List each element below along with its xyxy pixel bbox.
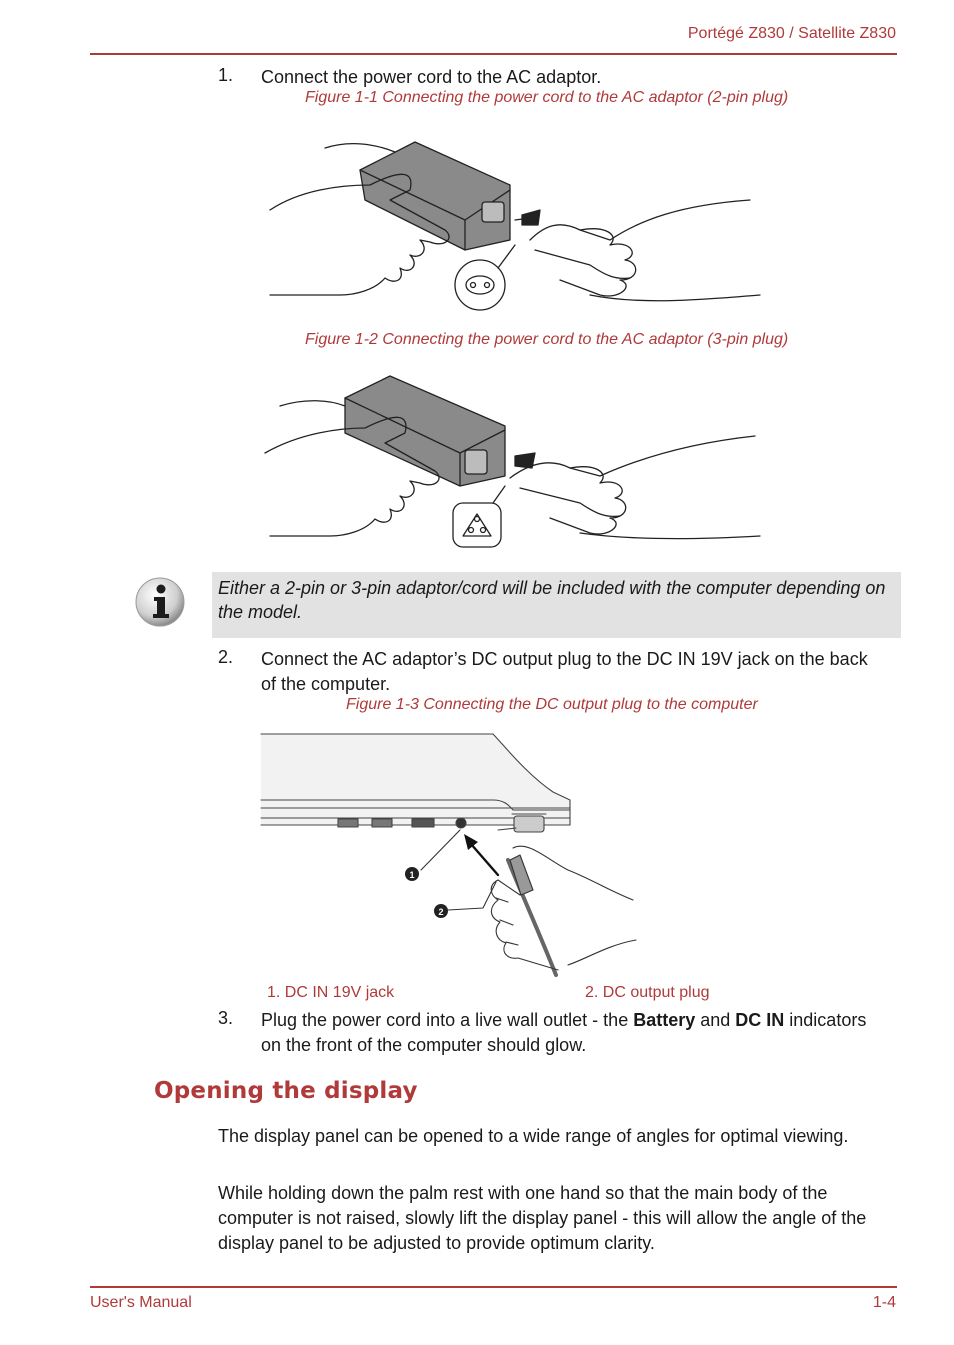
footer-rule (90, 1286, 897, 1288)
footer-manual-title: User's Manual (90, 1294, 192, 1311)
legend-item-dc-output-plug: 2. DC output plug (585, 984, 710, 1001)
step-2-number: 2. (218, 647, 234, 667)
dc-in-label: DC IN (735, 1010, 785, 1030)
step-3-text-part: Plug the power cord into a live wall outlet - the (261, 1010, 634, 1030)
figure-1-3-caption: Figure 1-3 Connecting the DC output plug to the computer (346, 696, 758, 713)
section-heading: Opening the display (154, 1078, 418, 1104)
running-header: Portégé Z830 / Satellite Z830 (687, 25, 896, 42)
step-1-number: 1. (218, 65, 234, 85)
legend-item-dc-in-jack: 1. DC IN 19V jack (267, 984, 395, 1001)
step-3-text-part: indicators on the front of the computer should glow. (261, 1010, 867, 1055)
step-3-text-part: and (695, 1010, 736, 1030)
callout-2: 2 (438, 907, 444, 917)
callout-1: 1 (409, 870, 415, 880)
paragraph-2: While holding down the palm rest with one hand so that the main body of the computer is not raised, slowly lift the display panel - this will allow the angle of the display panel to be adjusted to provide optimum clarity. (218, 1183, 867, 1253)
figure-1-1-illustration (260, 130, 780, 315)
step-2-text: Connect the AC adaptor’s DC output plug to the DC IN 19V jack on the back of the computer. (261, 649, 868, 694)
paragraph-1: The display panel can be opened to a wide range of angles for optimal viewing. (218, 1126, 849, 1146)
figure-1-2-illustration (260, 368, 780, 553)
note-text: Either a 2-pin or 3-pin adaptor/cord will be included with the computer depending on the model. (218, 578, 886, 622)
battery-label: Battery (633, 1010, 696, 1030)
page-number: 1-4 (872, 1294, 896, 1311)
step-3-number: 3. (218, 1008, 234, 1028)
figure-1-1-caption: Figure 1-1 Connecting the power cord to the AC adaptor (2-pin plug) (305, 89, 789, 106)
step-1-text: Connect the power cord to the AC adaptor. (261, 67, 602, 87)
header-rule (90, 53, 897, 55)
step-3-text (261, 1008, 886, 1058)
figure-1-2-caption: Figure 1-2 Connecting the power cord to the AC adaptor (3-pin plug) (305, 331, 789, 348)
figure-1-3-illustration (258, 730, 638, 975)
info-icon (134, 576, 186, 628)
